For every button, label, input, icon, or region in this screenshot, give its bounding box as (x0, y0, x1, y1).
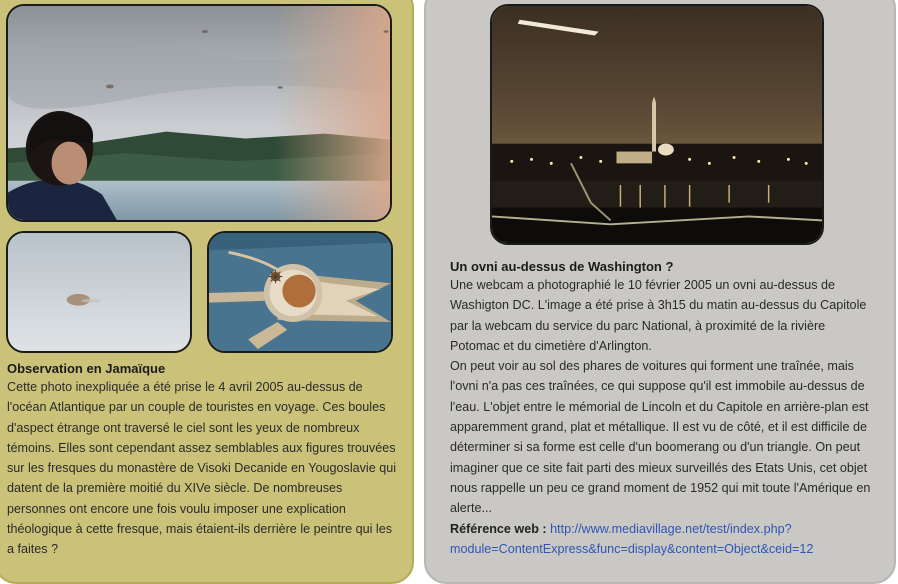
washington-article-paragraph-1: Une webcam a photographié le 10 février 2005 un ovni au-dessus de Washigton DC. L'image a été prise à 3h15 du matin au-dessus du Capitole par la webcam du service du parc National, à proximité de la rivière Potomac et du cimetière d'Arlington. (450, 278, 867, 353)
washington-article-paragraph-2: On peut voir au sol des phares de voitures qui forment une traînée, mais l'ovni n'a pas ces traînées, ce qui suppose qu'il est immobile au-dessus de l'eau. L'objet entre le mémorial de Lincoln et du Capitole en arrière-plan est apparemment grand, plat et métallique. Il est vu de côté, et il est difficile de déterminer si sa forme est celle d'un boomerang ou d'un triangle. On peut imaginer que ce site fait parti des mieux surveillés des Etats Unis, cet objet nous rappelle un peu ce grand moment de 1952 qui mit toute l'Amérique en alerte... (450, 359, 871, 516)
jamaica-article-title: Observation en Jamaïque (7, 361, 166, 376)
jamaica-tourist-photo (6, 4, 392, 222)
washington-night-webcam-photo (490, 4, 824, 245)
washington-article-body (450, 275, 874, 559)
reference-line (450, 519, 874, 560)
jamaica-article-body (7, 377, 399, 560)
jamaica-orb-closeup-photo (6, 231, 192, 353)
washington-article-title: Un ovni au-dessus de Washington ? (450, 259, 674, 274)
reference-link[interactable]: http://www.mediavillage.net/test/index.php?module=ContentExpress&func=display&content=Object&ceid=12 (450, 521, 814, 556)
jamaica-article-paragraph: Cette photo inexpliquée a été prise le 4 avril 2005 au-dessus de l'océan Atlantique par un couple de touristes en voyage. Ces boules d'aspect étrange ont traversé le ciel sont les yeux de nombreux témoins. Elles sont cependant assez semblables aux figures trouvées sur les fresques du monastère de Visoki Decanide en Yougoslavie qui datent de la première moitié du XIVe siècle. De nombreuses personnes ont encore une fois voulu imposer une explication théologique à cette fresque, mais étaient-ils derrière le peintre qui les a faites ? (7, 380, 397, 557)
reference-label: Référence web : (450, 521, 547, 536)
visoki-decani-fresco-photo (207, 231, 393, 353)
